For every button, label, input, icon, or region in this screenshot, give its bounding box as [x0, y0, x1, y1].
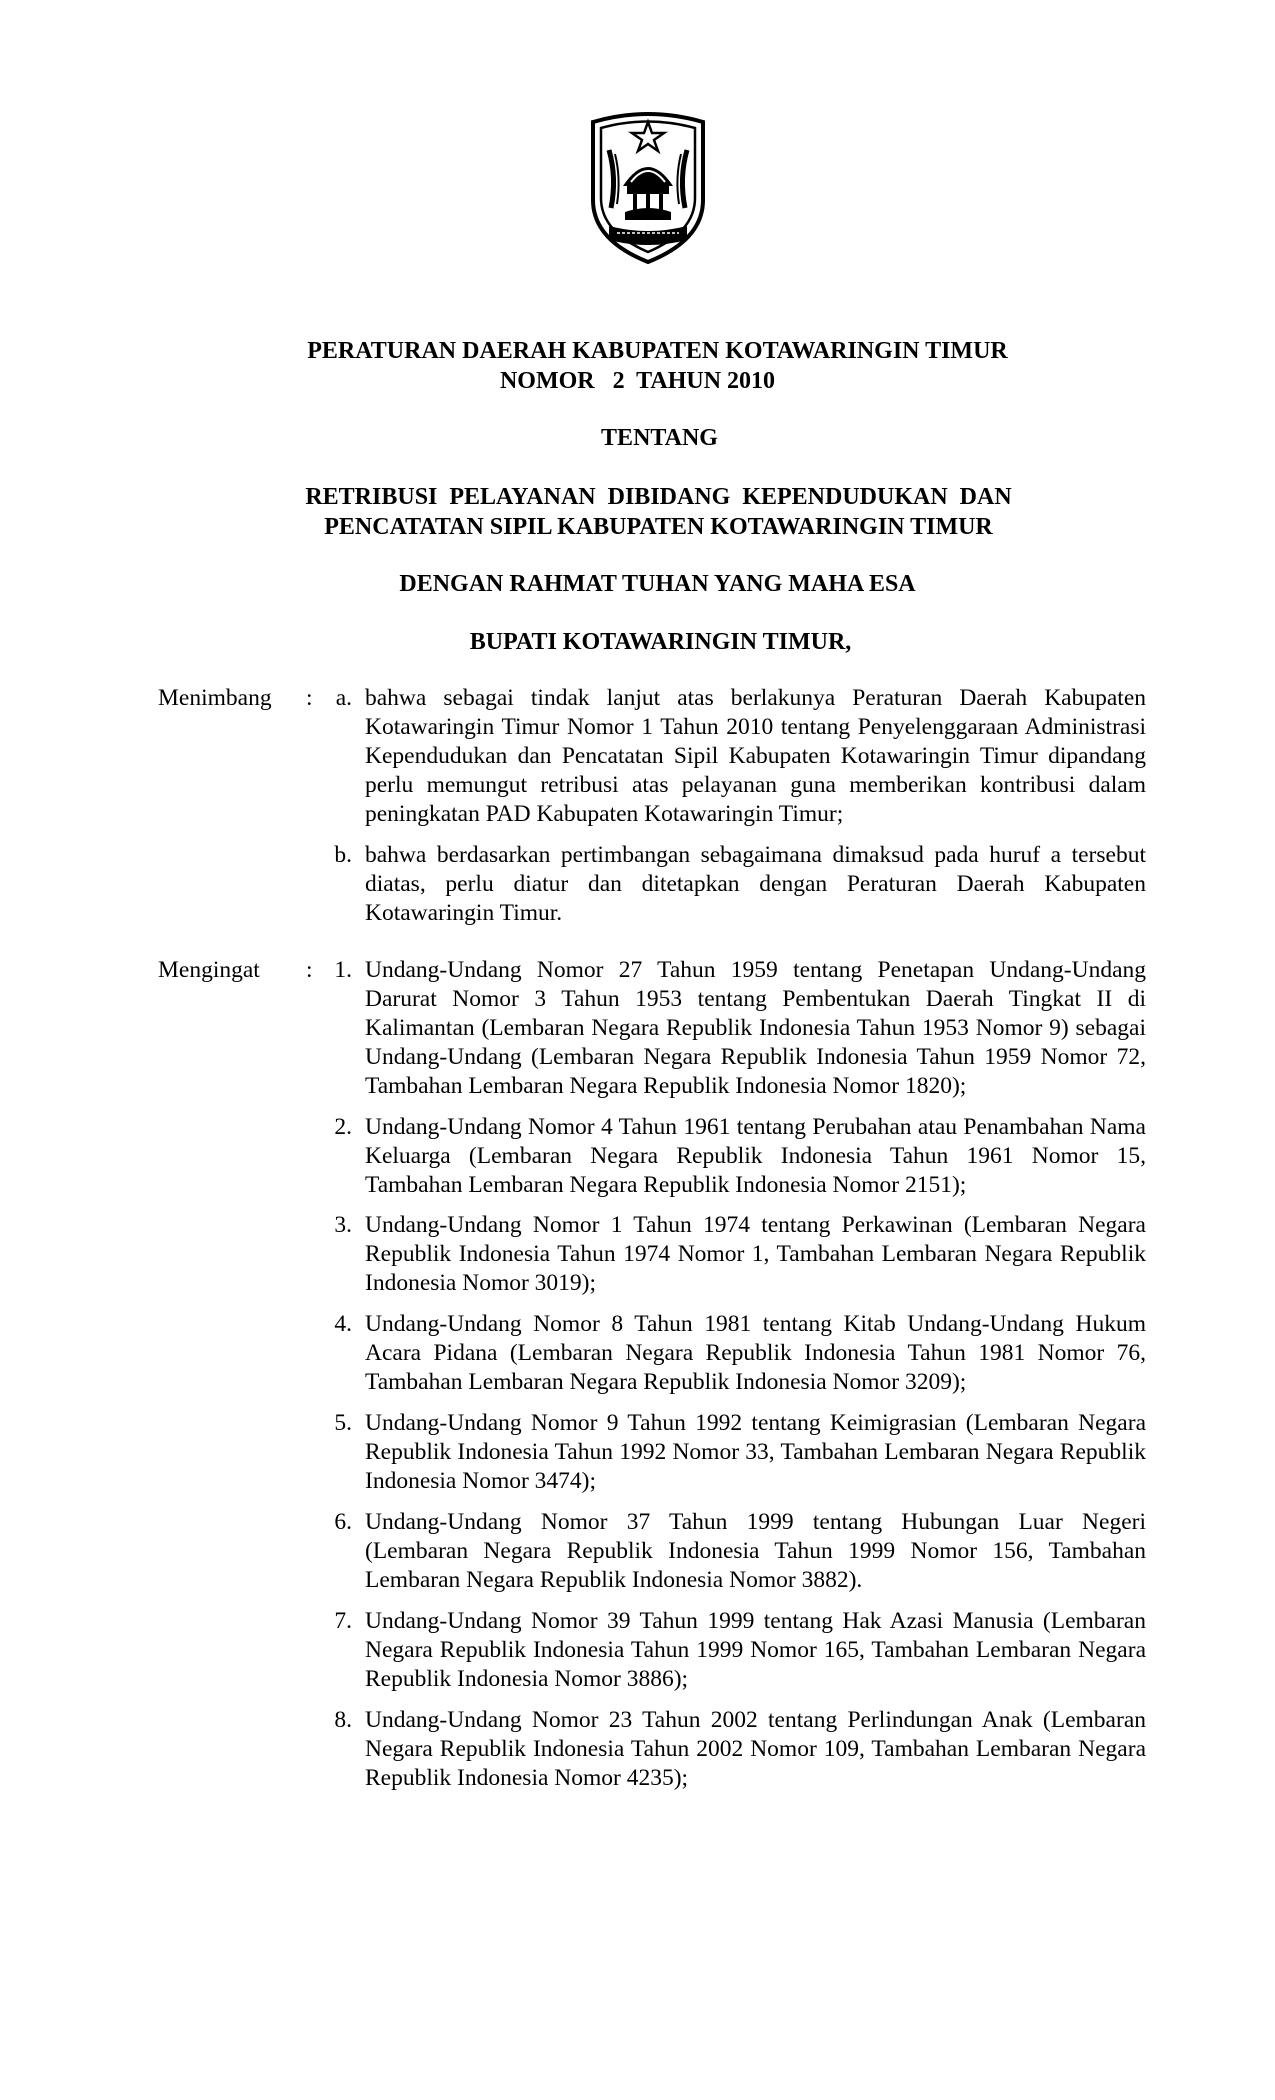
item-marker: 8.: [334, 1707, 352, 1733]
item-marker: a.: [335, 685, 352, 711]
item-text: Undang-Undang Nomor 27 Tahun 1959 tentang Penetapan Undang-Undang Darurat Nomor 3 Tahun 1953 tentang Pembentukan Daerah Tingkat II di Kalimantan (Lembaran Negara Republik Indonesia Tahun 1953 Nomor 9) sebagai Undang-Undang (Lembaran Negara Republik Indonesia Tahun 1959 Nomor 72, Tambahan Lembaran Negara Republik Indonesia Nomor 1820);: [365, 957, 1146, 1099]
item-marker: 3.: [334, 1212, 352, 1238]
item-text: Undang-Undang Nomor 23 Tahun 2002 tentang Perlindungan Anak (Lembaran Negara Republik Indonesia Tahun 2002 Nomor 109, Tambahan Lembaran Negara Republik Indonesia Nomor 4235);: [365, 1707, 1146, 1791]
tentang-heading: TENTANG: [601, 425, 718, 451]
item-marker: 5.: [334, 1410, 352, 1436]
regulation-title: PERATURAN DAERAH KABUPATEN KOTAWARINGIN TIMUR: [307, 338, 1008, 364]
item-marker: 4.: [334, 1311, 352, 1337]
subject-line-1: RETRIBUSI PELAYANAN DIBIDANG KEPENDUDUKAN DAN: [305, 484, 1012, 510]
section-colon: :: [306, 685, 313, 711]
item-text: bahwa berdasarkan pertimbangan sebagaimana dimaksud pada huruf a tersebut diatas, perlu diatur dan ditetapkan dengan Peraturan Daerah Kabupaten Kotawaringin Timur.: [365, 842, 1146, 926]
item-marker: 1.: [334, 957, 352, 983]
section-label: Menimbang: [158, 685, 272, 711]
item-text: Undang-Undang Nomor 8 Tahun 1981 tentang Kitab Undang-Undang Hukum Acara Pidana (Lembaran Negara Republik Indonesia Tahun 1981 Nomor 76, Tambahan Lembaran Negara Republik Indonesia Nomor 3209);: [365, 1311, 1146, 1395]
item-marker: 7.: [334, 1608, 352, 1634]
section-label: Mengingat: [158, 957, 260, 983]
regency-emblem-icon: [587, 108, 709, 266]
item-marker: 6.: [334, 1509, 352, 1535]
item-text: Undang-Undang Nomor 37 Tahun 1999 tentang Hubungan Luar Negeri (Lembaran Negara Republik Indonesia Tahun 1999 Nomor 156, Tambahan Lembaran Negara Republik Indonesia Nomor 3882).: [365, 1509, 1146, 1593]
item-text: bahwa sebagai tindak lanjut atas berlakunya Peraturan Daerah Kabupaten Kotawaringin Timur Nomor 1 Tahun 2010 tentang Penyelenggaraan Administrasi Kependudukan dan Pencatatan Sipil Kabupaten Kotawaringin Timur dipandang perlu memungut retribusi atas pelayanan guna memberikan kontribusi dalam peningkatan PAD Kabupaten Kotawaringin Timur;: [365, 685, 1146, 827]
subject-line-2: PENCATATAN SIPIL KABUPATEN KOTAWARINGIN TIMUR: [324, 514, 993, 540]
item-text: Undang-Undang Nomor 4 Tahun 1961 tentang Perubahan atau Penambahan Nama Keluarga (Lembaran Negara Republik Indonesia Tahun 1961 Nomor 15, Tambahan Lembaran Negara Republik Indonesia Nomor 2151);: [365, 1114, 1146, 1198]
item-text: Undang-Undang Nomor 39 Tahun 1999 tentang Hak Azasi Manusia (Lembaran Negara Republik Indonesia Tahun 1999 Nomor 165, Tambahan Lembaran Negara Republik Indonesia Nomor 3886);: [365, 1608, 1146, 1692]
item-text: Undang-Undang Nomor 1 Tahun 1974 tentang Perkawinan (Lembaran Negara Republik Indonesia Tahun 1974 Nomor 1, Tambahan Lembaran Negara Republik Indonesia Nomor 3019);: [365, 1212, 1146, 1296]
regulation-number: NOMOR 2 TAHUN 2010: [499, 368, 776, 394]
item-marker: b.: [334, 842, 352, 868]
bupati-heading: BUPATI KOTAWARINGIN TIMUR,: [469, 629, 852, 655]
section-colon: :: [306, 957, 313, 983]
item-text: Undang-Undang Nomor 9 Tahun 1992 tentang Keimigrasian (Lembaran Negara Republik Indonesia Tahun 1992 Nomor 33, Tambahan Lembaran Negara Republik Indonesia Nomor 3474);: [365, 1410, 1146, 1494]
rahmat-heading: DENGAN RAHMAT TUHAN YANG MAHA ESA: [399, 571, 916, 597]
item-marker: 2.: [334, 1114, 352, 1140]
